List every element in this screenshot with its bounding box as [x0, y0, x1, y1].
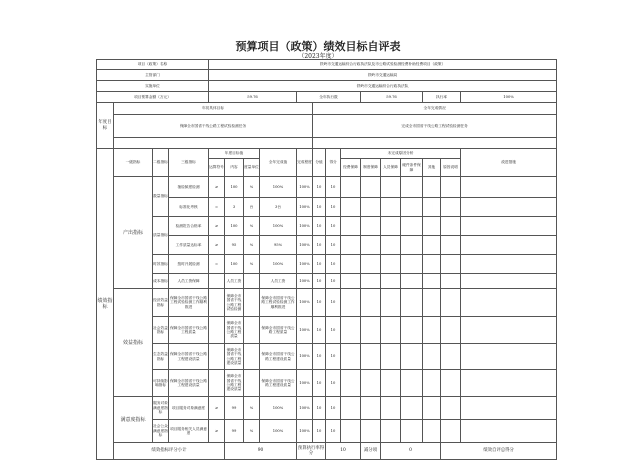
reason-cell: [423, 274, 441, 289]
col-actual: 全年完成值: [260, 149, 297, 177]
cell-weight: 10: [313, 236, 326, 255]
col-l2: 二级指标: [153, 149, 169, 177]
project-label: 项目（政策）名称: [97, 60, 209, 70]
reason-cell: [401, 255, 423, 274]
goal-spacer: [313, 138, 557, 149]
dept-label: 主管部门: [97, 70, 209, 81]
cell-weight: 10: [313, 420, 326, 443]
deduct-value: 0: [381, 443, 441, 460]
measures-cell: [461, 344, 557, 370]
reason-cell: [441, 177, 461, 198]
reason-cell: [401, 344, 423, 370]
deduct-label: 减分项: [361, 443, 381, 460]
cell-weight: 10: [313, 344, 326, 370]
cell-actual: 保障全市国省干线公路工程试验检测工作顺利推进: [260, 289, 297, 317]
reason-cell: [361, 274, 381, 289]
cell-weight: 10: [313, 217, 326, 236]
level2-indicator: 成本指标: [153, 274, 169, 289]
level2-indicator: 服务对象满意度指标: [153, 397, 169, 420]
reason-cell: [381, 317, 401, 344]
reason-cell: [401, 317, 423, 344]
cell-weight: 10: [313, 289, 326, 317]
reason-cell: [361, 420, 381, 443]
cell-score: 10: [326, 317, 341, 344]
perf-score-label: 绩效指标评分小计: [114, 443, 225, 460]
cell-unit: [244, 344, 260, 370]
cell-completion: 100%: [297, 317, 313, 344]
measures-cell: [461, 217, 557, 236]
project-value: 铁岭市交通运输综合行政执法队及市公路试验检测经费补助经费项目（政策）: [209, 60, 557, 70]
cell-op: [209, 274, 225, 289]
cell-unit: %: [244, 177, 260, 198]
measures-cell: [461, 289, 557, 317]
reason-cell: [423, 344, 441, 370]
col-l1: 一级指标: [114, 149, 153, 177]
reason-cell: [341, 198, 361, 217]
reason-cell: [361, 397, 381, 420]
indicator-row: [97, 217, 557, 236]
goal-actual-text: 完成全市国省干线公路工程试验检测任务: [313, 115, 557, 138]
level1-indicator: 产出指标: [114, 177, 153, 289]
reason-cell: [361, 255, 381, 274]
reason-cell: [341, 274, 361, 289]
reason-cell: [361, 217, 381, 236]
measures-cell: [461, 420, 557, 443]
reason-cell: [401, 236, 423, 255]
cell-l3: 保障全市国省干线公路工程建设质量: [169, 370, 209, 397]
cell-completion: 100%: [297, 255, 313, 274]
budget-value: 59.76: [209, 92, 297, 103]
cell-weight: 10: [313, 317, 326, 344]
total-label: 绩效自评总得分: [441, 443, 557, 460]
cell-weight: 10: [313, 255, 326, 274]
cell-score: 10: [326, 397, 341, 420]
cell-l3: 保障全市国省干线公路工程建设质量: [169, 344, 209, 370]
reason-cell: [361, 344, 381, 370]
cell-content: 人员工资: [225, 274, 244, 289]
cell-weight: 10: [313, 177, 326, 198]
reason-cell: [381, 420, 401, 443]
reason-cell: [423, 255, 441, 274]
cell-unit: %: [244, 236, 260, 255]
cell-op: ≥: [209, 236, 225, 255]
cell-score: 10: [326, 198, 341, 217]
col-r3: 人员保障: [381, 159, 401, 177]
cell-actual: 保障全市国省干线公路工程建设质量: [260, 344, 297, 370]
cell-score: 10: [326, 344, 341, 370]
col-completion: 完成程度: [297, 149, 313, 177]
reason-cell: [423, 236, 441, 255]
reason-cell: [441, 255, 461, 274]
indicator-row: [97, 317, 557, 344]
cell-unit: 台: [244, 198, 260, 217]
reason-cell: [381, 255, 401, 274]
col-r4: 硬件条件保障: [401, 159, 423, 177]
reason-cell: [441, 397, 461, 420]
col-r1: 经费保障: [341, 159, 361, 177]
cell-content: 99: [225, 420, 244, 443]
reason-cell: [441, 370, 461, 397]
goal-side-label: 年度目标: [97, 103, 114, 149]
col-content: 内容: [225, 159, 244, 177]
reason-cell: [441, 289, 461, 317]
cell-op: ≥: [209, 397, 225, 420]
cell-actual: 100%: [260, 397, 297, 420]
cell-content: 95: [225, 236, 244, 255]
cell-completion: 100%: [297, 289, 313, 317]
reason-cell: [381, 177, 401, 198]
cell-l3: 按时开展检测: [169, 255, 209, 274]
reason-cell: [361, 198, 381, 217]
reason-cell: [401, 289, 423, 317]
level2-indicator: 时效指标: [153, 255, 169, 274]
indicator-row: [97, 177, 557, 198]
goal-target-label: 年初具体目标: [114, 103, 313, 115]
reason-cell: [361, 177, 381, 198]
reason-cell: [401, 420, 423, 443]
reason-cell: [381, 274, 401, 289]
cell-l3: 工作质量达标率: [169, 236, 209, 255]
measures-cell: [461, 397, 557, 420]
budget-label: 项目预算金额（万元）: [97, 92, 209, 103]
page-title: 预算项目（政策）绩效目标自评表: [235, 40, 401, 53]
cell-completion: 100%: [297, 397, 313, 420]
dept-value: 铁岭市交通运输局: [209, 70, 557, 81]
indicator-row: [97, 289, 557, 317]
reason-cell: [341, 177, 361, 198]
col-r5: 其他: [423, 159, 441, 177]
cell-content: 保障全市国省干线公路工程建设质量: [225, 370, 244, 397]
cell-content: 100: [225, 217, 244, 236]
col-l3: 三级指标: [169, 149, 209, 177]
cell-score: 10: [326, 255, 341, 274]
reason-cell: [441, 217, 461, 236]
cell-weight: 10: [313, 370, 326, 397]
reason-cell: [381, 236, 401, 255]
reason-cell: [361, 370, 381, 397]
budget-score-label: 预算执行率得分: [297, 443, 326, 460]
cell-weight: 10: [313, 397, 326, 420]
col-score: 得分: [326, 149, 341, 177]
cell-unit: %: [244, 420, 260, 443]
cell-score: 10: [326, 370, 341, 397]
cell-op: [209, 317, 225, 344]
cell-completion: 100%: [297, 177, 313, 198]
cell-content: 保障全市国省干线公路工程建设质量: [225, 344, 244, 370]
budget-score-value: 10: [326, 443, 361, 460]
cell-actual: 人员工资: [260, 274, 297, 289]
reason-cell: [423, 397, 441, 420]
cell-content: 99: [225, 397, 244, 420]
cell-l3: 检测报告合格率: [169, 217, 209, 236]
cell-op: =: [209, 198, 225, 217]
col-target-group: 年度目标值: [209, 149, 260, 159]
goal-target-text: 保障全市国省干线公路工程试验检测任务: [114, 115, 313, 138]
measures-cell: [461, 317, 557, 344]
goal-actual-label: 全年完成情况: [313, 103, 557, 115]
reason-cell: [361, 317, 381, 344]
reason-cell: [441, 420, 461, 443]
col-r6: 原因说明: [441, 159, 461, 177]
reason-cell: [401, 370, 423, 397]
cell-content: 3: [225, 198, 244, 217]
cell-actual: 100%: [260, 217, 297, 236]
goal-spacer: [114, 138, 313, 149]
cell-unit: [244, 289, 260, 317]
cell-score: 10: [326, 177, 341, 198]
reason-cell: [341, 289, 361, 317]
reason-cell: [341, 344, 361, 370]
reason-cell: [401, 177, 423, 198]
reason-cell: [381, 370, 401, 397]
cell-completion: 100%: [297, 420, 313, 443]
evaluation-table: [96, 59, 557, 460]
cell-unit: [244, 274, 260, 289]
level2-indicator: 可持续影响指标: [153, 370, 169, 397]
cell-op: [209, 344, 225, 370]
cell-score: 10: [326, 217, 341, 236]
cell-op: =: [209, 255, 225, 274]
cell-l3: 抽检频度检测: [169, 177, 209, 198]
cell-l3: 保障全市国省干线公路工程质量: [169, 317, 209, 344]
reason-cell: [381, 198, 401, 217]
cell-l3: 项目服务对象满意度: [169, 397, 209, 420]
measures-cell: [461, 255, 557, 274]
reason-cell: [381, 217, 401, 236]
exec-value: 59.76: [361, 92, 423, 103]
col-r2: 制度保障: [361, 159, 381, 177]
reason-cell: [401, 274, 423, 289]
cell-actual: 100%: [260, 177, 297, 198]
cell-actual: 100%: [260, 420, 297, 443]
reason-cell: [381, 344, 401, 370]
indicator-row: [97, 255, 557, 274]
indicator-row: [97, 274, 557, 289]
reason-cell: [423, 370, 441, 397]
reason-cell: [423, 420, 441, 443]
level2-indicator: 社会效益指标: [153, 317, 169, 344]
level2-indicator: 数量指标: [153, 177, 169, 217]
cell-unit: %: [244, 217, 260, 236]
reason-cell: [441, 274, 461, 289]
cell-l3: 保障全市国省干线公路工程试验检测工作顺利推进: [169, 289, 209, 317]
reason-cell: [381, 397, 401, 420]
reason-cell: [423, 198, 441, 217]
reason-cell: [423, 289, 441, 317]
col-unit: 度量单位: [244, 159, 260, 177]
reason-cell: [401, 217, 423, 236]
page-subtitle: （2023年度）: [298, 53, 338, 60]
rate-value: 100%: [461, 92, 557, 103]
cell-score: 10: [326, 420, 341, 443]
cell-unit: %: [244, 397, 260, 420]
perf-label: 绩效指标: [97, 149, 114, 460]
measures-cell: [461, 177, 557, 198]
reason-cell: [441, 236, 461, 255]
rate-label: 执行率: [423, 92, 461, 103]
cell-content: 保障全市国省干线公路工程试验检测: [225, 289, 244, 317]
reason-cell: [341, 317, 361, 344]
cell-unit: [244, 370, 260, 397]
cell-score: 10: [326, 274, 341, 289]
cell-completion: 100%: [297, 344, 313, 370]
reason-cell: [341, 255, 361, 274]
reason-cell: [341, 217, 361, 236]
summary-row: [97, 443, 557, 460]
perf-score-value: 90: [225, 443, 297, 460]
cell-weight: 10: [313, 198, 326, 217]
level2-indicator: 经济效益指标: [153, 289, 169, 317]
reason-cell: [341, 420, 361, 443]
cell-score: 10: [326, 289, 341, 317]
reason-cell: [441, 344, 461, 370]
exec-label: 全年执行数: [297, 92, 361, 103]
cell-content: 100: [225, 255, 244, 274]
cell-op: [209, 289, 225, 317]
reason-cell: [341, 397, 361, 420]
cell-weight: 10: [313, 274, 326, 289]
cell-op: ≥: [209, 420, 225, 443]
measures-cell: [461, 274, 557, 289]
cell-l3: 标准化考核: [169, 198, 209, 217]
reason-cell: [361, 289, 381, 317]
cell-op: ≥: [209, 177, 225, 198]
reason-cell: [401, 198, 423, 217]
level1-indicator: 效益指标: [114, 289, 153, 397]
cell-op: ≥: [209, 217, 225, 236]
reason-cell: [381, 289, 401, 317]
reason-cell: [423, 317, 441, 344]
col-weight: 分值: [313, 149, 326, 177]
level2-indicator: 质量指标: [153, 217, 169, 255]
cell-completion: 100%: [297, 370, 313, 397]
col-op: 运算符号: [209, 159, 225, 177]
reason-cell: [423, 217, 441, 236]
reason-cell: [401, 397, 423, 420]
cell-completion: 100%: [297, 274, 313, 289]
cell-completion: 100%: [297, 217, 313, 236]
reason-cell: [423, 177, 441, 198]
indicator-row: [97, 370, 557, 397]
col-measures: 改进措施: [461, 149, 557, 177]
cell-actual: 保障全市国省干线公路工程质量: [260, 317, 297, 344]
cell-content: 保障全市国省干线公路工程质量: [225, 317, 244, 344]
indicator-row: [97, 344, 557, 370]
level2-indicator: 生态效益指标: [153, 344, 169, 370]
reason-cell: [441, 198, 461, 217]
cell-unit: [244, 317, 260, 344]
indicator-row: [97, 397, 557, 420]
measures-cell: [461, 370, 557, 397]
level2-indicator: 社会公众满意度指标: [153, 420, 169, 443]
cell-actual: 100%: [260, 255, 297, 274]
cell-score: 10: [326, 236, 341, 255]
level1-indicator: 满意度指标: [114, 397, 153, 443]
reason-cell: [341, 236, 361, 255]
cell-actual: 95%: [260, 236, 297, 255]
reason-cell: [341, 370, 361, 397]
cell-l3: 人员工资保障: [169, 274, 209, 289]
cell-completion: 100%: [297, 236, 313, 255]
reason-cell: [441, 317, 461, 344]
cell-op: [209, 370, 225, 397]
indicator-row: [97, 420, 557, 443]
cell-content: 100: [225, 177, 244, 198]
cell-actual: 3台: [260, 198, 297, 217]
cell-completion: 100%: [297, 198, 313, 217]
cell-l3: 项目服务相关人员满意度: [169, 420, 209, 443]
col-reason-group: 未完成原因分析: [341, 149, 461, 159]
cell-actual: 保障全市国省干线公路工程建设质量: [260, 370, 297, 397]
measures-cell: [461, 198, 557, 217]
reason-cell: [361, 236, 381, 255]
unit-label: 实施单位: [97, 81, 209, 92]
unit-value: 铁岭市交通运输综合行政执法队: [209, 81, 557, 92]
measures-cell: [461, 236, 557, 255]
cell-unit: %: [244, 255, 260, 274]
